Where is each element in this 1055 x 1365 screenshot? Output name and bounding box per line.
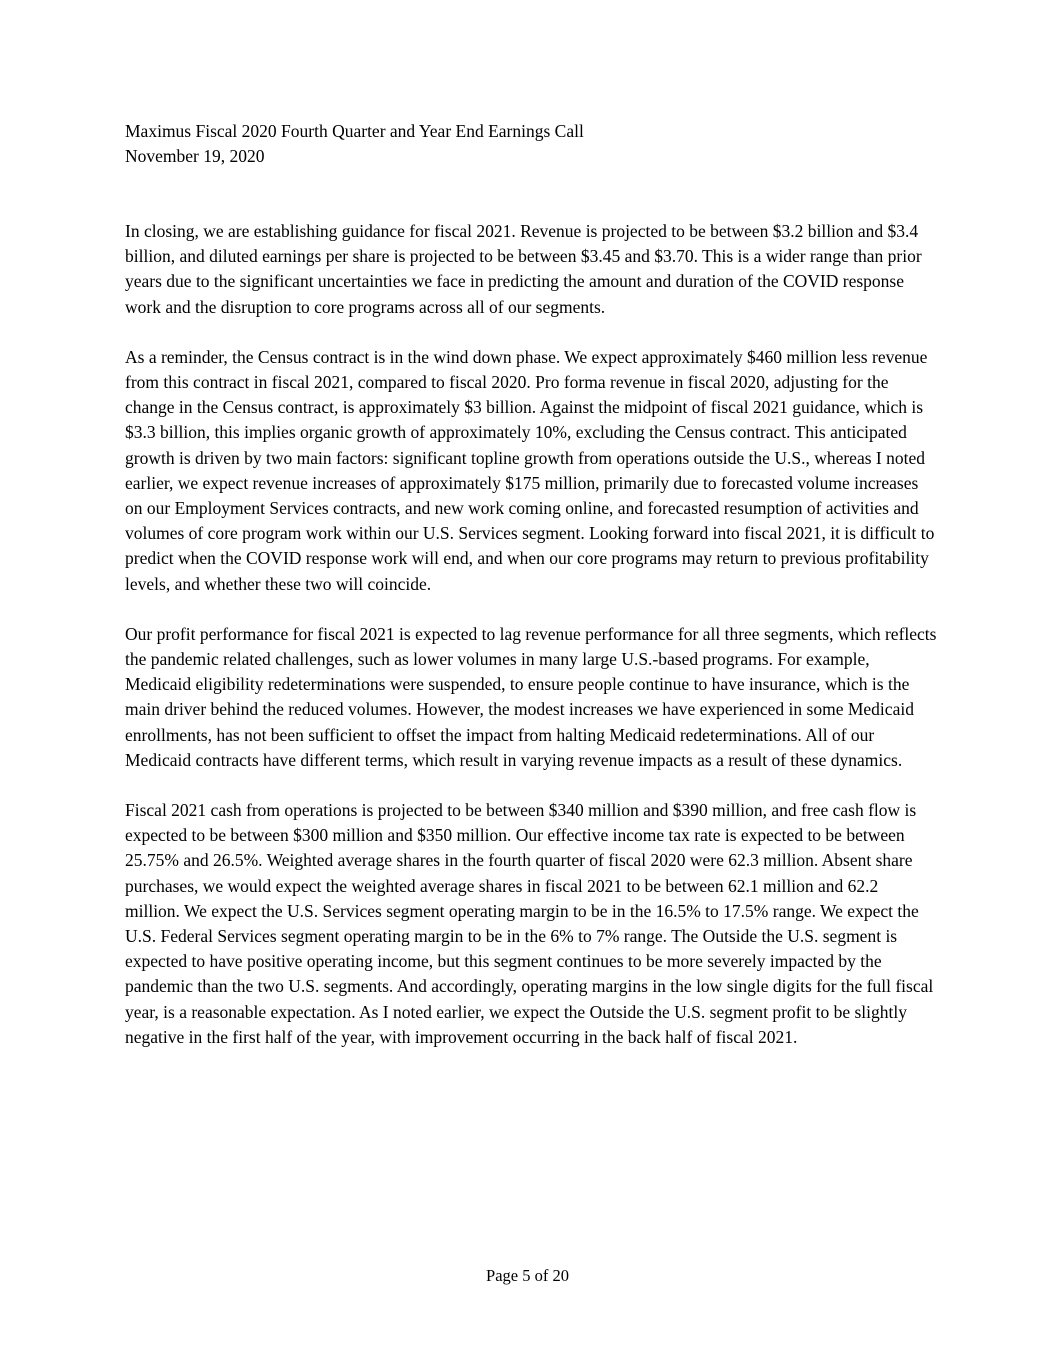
document-header — [125, 119, 937, 169]
paragraph: Our profit performance for fiscal 2021 is expected to lag revenue performance for all three segments, which reflects the pandemic related challenges, such as lower volumes in many large U.S.-based programs. For example, Medicaid eligibility redeterminations were suspended, to ensure people continue to have insurance, which is the main driver behind the reduced volumes. However, the modest increases we have experienced in some Medicaid enrollments, has not been sufficient to offset the impact from halting Medicaid redeterminations. All of our Medicaid contracts have different terms, which result in varying revenue impacts as a result of these dynamics. — [125, 623, 937, 770]
paragraph: In closing, we are establishing guidance for fiscal 2021. Revenue is projected to be between $3.2 billion and $3.4 billion, and diluted earnings per share is projected to be between $3.45 and $3.70. This is a wider range than prior years due to the significant uncertainties we face in predicting the amount and duration of the COVID response work and the disruption to core programs across all of our segments. — [125, 221, 922, 317]
document-body — [125, 219, 937, 1050]
page-footer — [0, 1265, 1055, 1287]
page-number: Page 5 of 20 — [486, 1266, 569, 1285]
document-date: November 19, 2020 — [125, 146, 265, 166]
paragraph: As a reminder, the Census contract is in the wind down phase. We expect approximately $460 million less revenue from this contract in fiscal 2021, compared to fiscal 2020. Pro forma revenue in fiscal 2020, adjusting for the change in the Census contract, is approximately $3 billion. Against the midpoint of fiscal 2021 guidance, which is $3.3 billion, this implies organic growth of approximately 10%, excluding the Census contract. This anticipated growth is driven by two main factors: significant topline growth from operations outside the U.S., whereas I noted earlier, we expect revenue increases of approximately $175 million, primarily due to forecasted volume increases on our Employment Services contracts, and new work coming online, and forecasted resumption of activities and volumes of core program work within our U.S. Services segment. Looking forward into fiscal 2021, it is difficult to predict when the COVID response work will end, and when our core programs may return to previous profitability levels, and whether these two will coincide. — [125, 346, 935, 594]
paragraph: Fiscal 2021 cash from operations is projected to be between $340 million and $390 million, and free cash flow is expected to be between $300 million and $350 million. Our effective income tax rate is expected to be between 25.75% and 26.5%. Weighted average shares in the fourth quarter of fiscal 2020 were 62.3 million. Absent share purchases, we would expect the weighted average shares in fiscal 2021 to be between 62.1 million and 62.2 million. We expect the U.S. Services segment operating margin to be in the 16.5% to 17.5% range. We expect the U.S. Federal Services segment operating margin to be in the 6% to 7% range. The Outside the U.S. segment is expected to have positive operating income, but this segment continues to be more severely impacted by the pandemic than the two U.S. segments. And accordingly, operating margins in the low single digits for the full fiscal year, is a reasonable expectation. As I noted earlier, we expect the Outside the U.S. segment profit to be slightly negative in the first half of the year, with improvement occurring in the back half of fiscal 2021. — [125, 800, 934, 1047]
document-content — [125, 119, 937, 1050]
document-title: Maximus Fiscal 2020 Fourth Quarter and Year End Earnings Call — [125, 121, 584, 141]
